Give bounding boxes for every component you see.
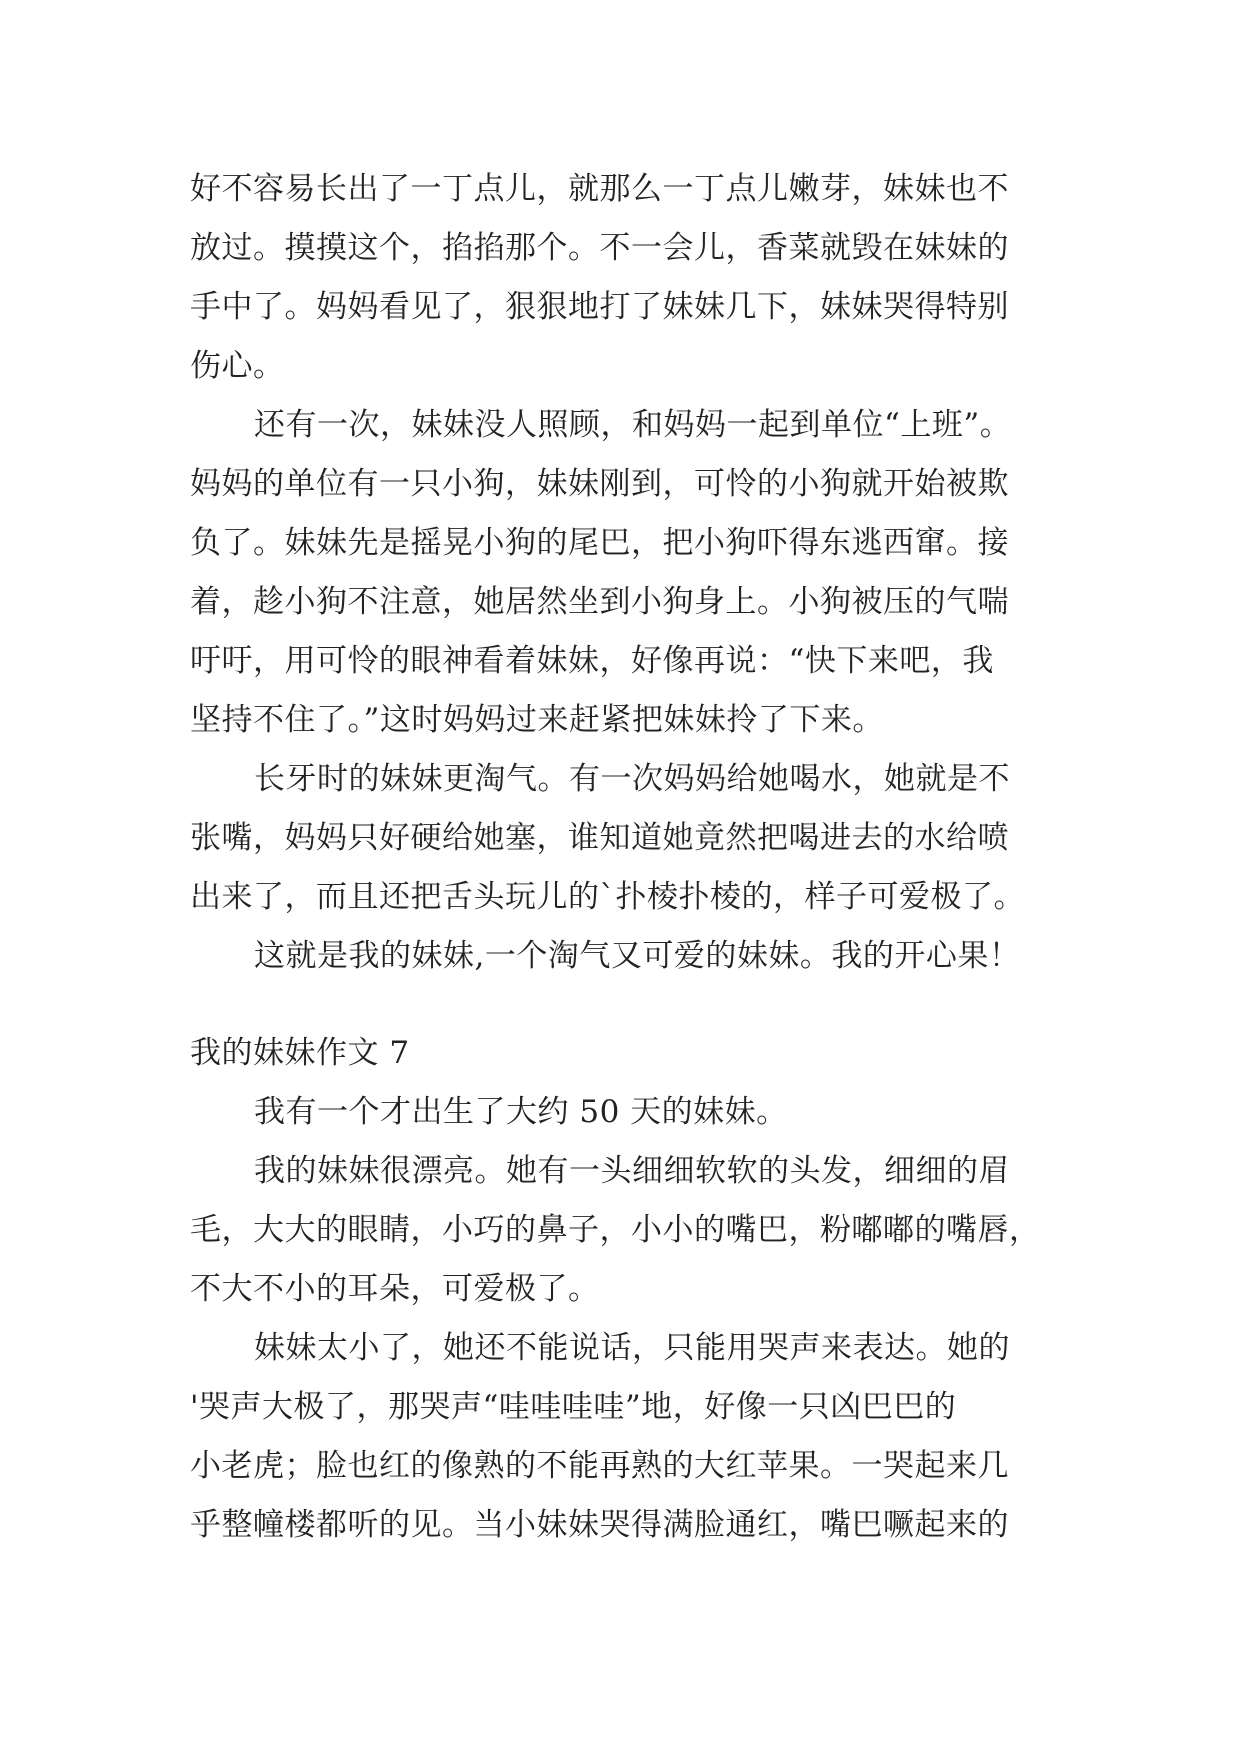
text-line: '哭声大极了，那哭声“哇哇哇哇”地，好像一只凶巴巴的 <box>190 1389 957 1425</box>
text-line: 这就是我的妹妹,一个淘气又可爱的妹妹。我的开心果！ <box>254 938 1021 974</box>
text-line: 着，趁小狗不注意，她居然坐到小狗身上。小狗被压的气喘 <box>190 584 1009 620</box>
text-line: 小老虎；脸也红的像熟的不能再熟的大红苹果。一哭起来几 <box>190 1448 1009 1484</box>
paragraph-4 <box>190 927 1070 986</box>
text-line: 不大不小的耳朵，可爱极了。 <box>190 1271 600 1307</box>
section-paragraph-1 <box>190 1083 1070 1142</box>
text-line: 妈妈的单位有一只小狗，妹妹刚到，可怜的小狗就开始被欺 <box>190 466 1009 502</box>
document-body <box>190 160 1070 1555</box>
section-title <box>190 1024 1070 1083</box>
paragraph-1 <box>190 160 1070 396</box>
paragraph-3 <box>190 750 1070 927</box>
text-line: 坚持不住了。”这时妈妈过来赶紧把妹妹拎了下来。 <box>190 702 884 738</box>
section-paragraph-2 <box>190 1142 1070 1319</box>
text-line: 张嘴，妈妈只好硬给她塞，谁知道她竟然把喝进去的水给喷 <box>190 820 1009 856</box>
text-line: 手中了。妈妈看见了，狠狠地打了妹妹几下，妹妹哭得特别 <box>190 289 1009 325</box>
text-line: 我有一个才出生了大约 50 天的妹妹。 <box>254 1094 788 1130</box>
section-paragraph-3 <box>190 1319 1070 1555</box>
text-line: 出来了，而且还把舌头玩儿的`扑棱扑棱的，样子可爱极了。 <box>190 879 1025 915</box>
text-line: 放过。摸摸这个，掐掐那个。不一会儿，香菜就毁在妹妹的 <box>190 230 1009 266</box>
text-line: 吁吁，用可怜的眼神看着妹妹，好像再说：“快下来吧，我 <box>190 643 994 679</box>
text-line: 长牙时的妹妹更淘气。有一次妈妈给她喝水，她就是不 <box>254 761 1010 797</box>
text-line: 伤心。 <box>190 348 285 384</box>
text-line: 负了。妹妹先是摇晃小狗的尾巴，把小狗吓得东逃西窜。接 <box>190 525 1009 561</box>
text-line: 毛，大大的眼睛，小巧的鼻子，小小的嘴巴，粉嘟嘟的嘴唇， <box>190 1212 1041 1248</box>
paragraph-2 <box>190 396 1070 750</box>
text-line: 我的妹妹很漂亮。她有一头细细软软的头发，细细的眉 <box>254 1153 1010 1189</box>
text-line: 好不容易长出了一丁点儿，就那么一丁点儿嫩芽，妹妹也不 <box>190 171 1009 207</box>
text-line: 还有一次，妹妹没人照顾，和妈妈一起到单位“上班”。 <box>254 407 1012 443</box>
text-line: 乎整幢楼都听的见。当小妹妹哭得满脸通红，嘴巴噘起来的 <box>190 1507 1009 1543</box>
text-line: 妹妹太小了，她还不能说话，只能用哭声来表达。她的 <box>254 1330 1010 1366</box>
section-title-text: 我的妹妹作文 7 <box>190 1035 410 1071</box>
